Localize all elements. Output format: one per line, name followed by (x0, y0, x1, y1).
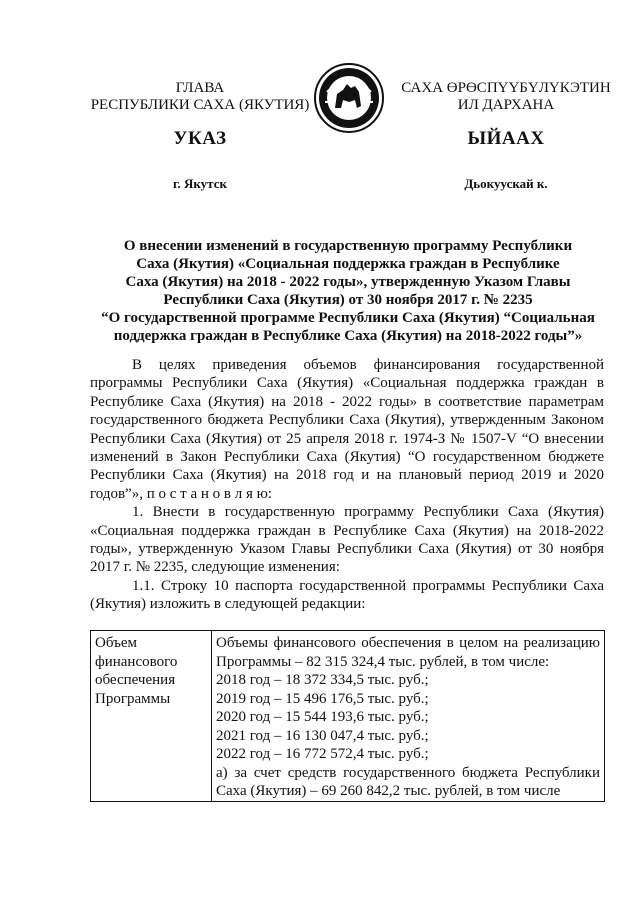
table-line: а) за счет средств государственного бюджета Республики Саха (Якутия) – 69 260 842,2 тыс. рублей, в том числе (216, 764, 600, 799)
title-line: поддержка граждан в Республике Саха (Якутия) на 2018-2022 годы”» (113, 328, 583, 344)
header-left (85, 80, 315, 114)
title-line: “О государственной программе Республики Саха (Якутия) “Социальная (101, 310, 595, 326)
coat-of-arms-emblem (313, 62, 385, 134)
table-line: Объемы финансового обеспечения в целом на реализацию Программы – 82 315 324,4 тыс. рублей, в том числе: (216, 635, 600, 670)
header-left-line2: РЕСПУБЛИКИ САХА (ЯКУТИЯ) (90, 97, 310, 113)
document-body (90, 356, 604, 614)
document-title (88, 237, 608, 345)
header-right-line2: ИЛ ДАРХАНА (457, 97, 555, 113)
body-paragraph: 1.1. Строку 10 паспорта государственной программы Республики Саха (Якутия) изложить в следующей редакции: (90, 577, 604, 613)
title-line: Саха (Якутия) «Социальная поддержка граждан в Республике (136, 256, 560, 272)
table-value-cell (212, 631, 605, 802)
table-line: 2018 год – 18 372 334,5 тыс. руб.; (216, 672, 429, 688)
body-paragraph: В целях приведения объемов финансирования государственной программы Республики Саха (Якутия) «Социальная поддержка граждан в Республике Саха (Якутия) на 2018 - 2022 годы» в соответствие параметрам государственного бюджета Республики Саха (Якутия), утвержденным Законом Республики Саха (Якутия) от 25 апреля 2018 г. 1974-З № 1507-V “О внесении изменений в Закон Республики Саха (Якутия) “О государственном бюджете Республики Саха (Якутия) на 2018 год и на плановый период 2019 и 2020 годов”», п о с т а н о в л я ю: (90, 357, 604, 502)
header-left-line1: ГЛАВА (175, 80, 225, 96)
doc-type-sah: ЫЙААХ (467, 128, 545, 149)
header-right (398, 80, 614, 114)
city-sah: Дьокуускай к. (464, 176, 548, 191)
table-line: 2020 год – 15 544 193,6 тыс. руб.; (216, 709, 429, 725)
title-line: Республики Саха (Якутия) от 30 ноября 2017 г. № 2235 (163, 292, 533, 308)
table-line: 2021 год – 16 130 047,4 тыс. руб.; (216, 727, 429, 744)
financing-table (90, 630, 605, 802)
table-row (91, 631, 605, 802)
body-paragraph: 1. Внести в государственную программу Республики Саха (Якутия) «Социальная поддержка граждан в Республике Саха (Якутия) на 2018-2022 годы», утвержденную Указом Главы Республики Саха (Якутия) от 30 ноября 2017 г. № 2235, следующие изменения: (90, 504, 604, 576)
table-line: 2022 год – 16 772 572,4 тыс. руб.; (216, 746, 429, 762)
header-right-line1: САХА ӨРӨСПҮҮБҮЛҮКЭТИН (401, 80, 611, 96)
table-line: 2019 год – 15 496 176,5 тыс. руб.; (216, 690, 429, 707)
doc-type-ru: УКАЗ (173, 128, 227, 149)
title-line: Саха (Якутия) на 2018 - 2022 годы», утвержденную Указом Главы (125, 274, 571, 290)
city-ru: г. Якутск (173, 176, 227, 191)
table-label-cell: Объем финансового обеспечения Программы (91, 631, 212, 802)
title-line: О внесении изменений в государственную программу Республики (123, 238, 573, 254)
